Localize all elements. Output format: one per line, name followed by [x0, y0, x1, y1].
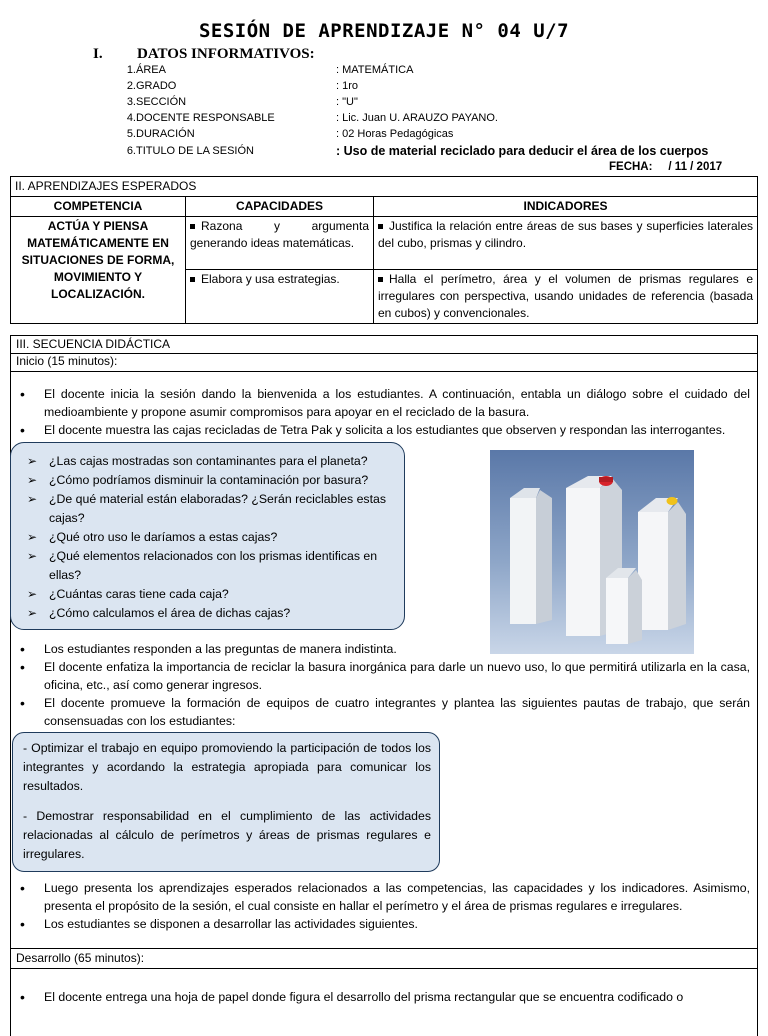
- info-row-duracion: [110, 128, 454, 144]
- info-number: 5.: [126, 128, 136, 140]
- indicador-cell: [374, 217, 758, 270]
- info-label: SECCIÓN: [136, 96, 187, 108]
- divider: [11, 353, 757, 354]
- capacidad-text: Elabora y usa estrategias.: [201, 272, 340, 286]
- carton-small: [606, 568, 642, 644]
- question-text: ¿Qué elementos relacionados con los prismas identificas en ellas?: [49, 549, 378, 582]
- capacidad-cell: [186, 270, 374, 324]
- question-item: [27, 528, 394, 547]
- info-value: : Uso de material reciclado para deducir el área de los cuerpos: [336, 144, 709, 158]
- header-capacidades: CAPACIDADES: [186, 197, 374, 217]
- question-text: ¿Cómo calculamos el área de dichas cajas?: [49, 606, 291, 620]
- info-label: GRADO: [136, 80, 177, 92]
- carton-left: [510, 488, 552, 624]
- list-item: • Los estudiantes se disponen a desarrollar las actividades siguientes.: [20, 915, 750, 933]
- info-value: : "U": [336, 96, 358, 108]
- list-item: • Los estudiantes responden a las preguntas de manera indistinta.: [20, 640, 750, 658]
- info-value: : 1ro: [336, 80, 359, 92]
- question-item: [27, 604, 394, 623]
- square-bullet-icon: [190, 224, 195, 229]
- info-number: 4.: [126, 112, 136, 124]
- list-item: • El docente muestra las cajas recicladas de Tetra Pak y solicita a los estudiantes que observen y respondan las interrogantes.: [20, 421, 750, 439]
- questions-box: [10, 442, 405, 630]
- question-text: ¿Cómo podríamos disminuir la contaminación por basura?: [49, 473, 369, 487]
- list-item: • El docente promueve la formación de equipos de cuatro integrantes y plantea las siguientes pautas de trabajo, que serán consensuadas con los estudiantes:: [20, 694, 750, 730]
- question-item: [27, 452, 394, 471]
- desarrollo-bullets: [20, 988, 750, 1006]
- info-row-area: [110, 64, 414, 80]
- competencia-text: ACTÚA Y PIENSA MATEMÁTICAMENTE EN SITUACIONES DE FORMA, MOVIMIENTO Y LOCALIZACIÓN.: [21, 219, 175, 301]
- info-value: : 02 Horas Pedagógicas: [336, 128, 454, 140]
- section-3-title: III. SECUENCIA DIDÁCTICA: [16, 337, 171, 351]
- list-item: • El docente inicia la sesión dando la bienvenida a los estudiantes. A continuación, entabla un diálogo sobre el cuidado del medioambiente y propone asumir compromisos para apoyar en el reciclado de la basura.: [20, 385, 750, 421]
- question-item: [27, 585, 394, 604]
- divider: [11, 968, 757, 969]
- session-title: SESIÓN DE APRENDIZAJE N° 04 U/7: [198, 20, 570, 42]
- square-bullet-icon: [378, 277, 383, 282]
- inicio-bullets-a: [20, 385, 750, 439]
- info-number: 1.: [126, 64, 136, 76]
- arrowhead-icon: ➢: [27, 473, 38, 487]
- inicio-bullets-c: [20, 879, 750, 933]
- competencia-cell: [11, 217, 186, 324]
- pauta-item: - Demostrar responsabilidad en el cumplimiento de las actividades relacionadas al cálculo de perímetros y áreas de prismas regulares e irregulares.: [23, 809, 431, 861]
- info-row-seccion: [110, 96, 358, 112]
- question-item: [27, 471, 394, 490]
- section-1-heading: [93, 46, 315, 63]
- desarrollo-heading: Desarrollo (65 minutos):: [16, 951, 145, 965]
- info-number: 6.: [126, 145, 136, 157]
- header-competencia: COMPETENCIA: [11, 197, 186, 217]
- arrowhead-icon: ➢: [27, 454, 38, 468]
- question-text: ¿Las cajas mostradas son contaminantes para el planeta?: [49, 454, 368, 468]
- arrowhead-icon: ➢: [27, 587, 38, 601]
- inicio-heading: Inicio (15 minutos):: [16, 354, 118, 368]
- list-item: • Luego presenta los aprendizajes esperados relacionados a las competencias, las capacidades y los indicadores. Asimismo, presenta el propósito de la sesión, el cual consiste en hallar el perímetro y el área de prismas regulares e irregulares.: [20, 879, 750, 915]
- info-value: : MATEMÁTICA: [336, 64, 414, 76]
- question-text: ¿Qué otro uso le daríamos a estas cajas?: [49, 530, 278, 544]
- header-indicadores: INDICADORES: [374, 197, 758, 217]
- question-item: [27, 547, 394, 585]
- info-number: 3.: [126, 96, 136, 108]
- info-label: DOCENTE RESPONSABLE: [136, 112, 275, 124]
- info-label: TITULO DE LA SESIÓN: [136, 145, 254, 157]
- arrowhead-icon: ➢: [27, 549, 38, 563]
- tetra-pak-boxes-photo: [490, 450, 694, 654]
- info-row-titulo: [110, 144, 709, 161]
- section-2-title: II. APRENDIZAJES ESPERADOS: [11, 177, 758, 197]
- fecha-label: FECHA: / 11 / 2017: [609, 161, 723, 173]
- pautas-box: [12, 732, 440, 872]
- info-label: ÁREA: [136, 64, 166, 76]
- list-item: • El docente enfatiza la importancia de reciclar la basura inorgánica para darle un nuevo uso, lo que permitirá utilizarla en la casa, oficina, etc., así como generar ingresos.: [20, 658, 750, 694]
- question-text: ¿Cuántas caras tiene cada caja?: [49, 587, 229, 601]
- info-label: DURACIÓN: [136, 128, 195, 140]
- indicador-cell: [374, 270, 758, 324]
- capacidad-text: Razona y argumenta generando ideas matemáticas.: [190, 219, 369, 250]
- section-1-number: I.: [93, 46, 103, 62]
- section-1-title: DATOS INFORMATIVOS:: [137, 46, 315, 62]
- square-bullet-icon: [190, 277, 195, 282]
- arrowhead-icon: ➢: [27, 492, 38, 506]
- arrowhead-icon: ➢: [27, 606, 38, 620]
- indicador-text: Halla el perímetro, área y el volumen de prismas regulares e irregulares con perspectiva, usando unidades de referencia (basada en cubos) y convencionales.: [378, 272, 754, 320]
- carton-right: [638, 497, 686, 630]
- aprendizajes-table: [10, 176, 758, 324]
- square-bullet-icon: [378, 224, 383, 229]
- arrowhead-icon: ➢: [27, 530, 38, 544]
- inicio-bullets-b: [20, 640, 750, 730]
- indicador-text: Justifica la relación entre áreas de sus bases y superficies laterales del cubo, prismas y cilindro.: [378, 219, 754, 250]
- capacidad-cell: [186, 217, 374, 270]
- info-row-docente: [110, 112, 498, 128]
- list-item: • El docente entrega una hoja de papel donde figura el desarrollo del prisma rectangular que se encuentra codificado o: [20, 988, 750, 1006]
- question-item: [27, 490, 394, 528]
- info-row-grado: [110, 80, 359, 96]
- divider: [11, 371, 757, 372]
- question-text: ¿De qué material están elaboradas? ¿Serán reciclables estas cajas?: [49, 492, 386, 525]
- info-number: 2.: [126, 80, 136, 92]
- pauta-item: - Optimizar el trabajo en equipo promoviendo la participación de todos los integrantes y acordando la estrategia apropiada para comunicar los resultados.: [23, 741, 431, 793]
- divider: [11, 948, 757, 949]
- info-value: : Lic. Juan U. ARAUZO PAYANO.: [336, 112, 498, 124]
